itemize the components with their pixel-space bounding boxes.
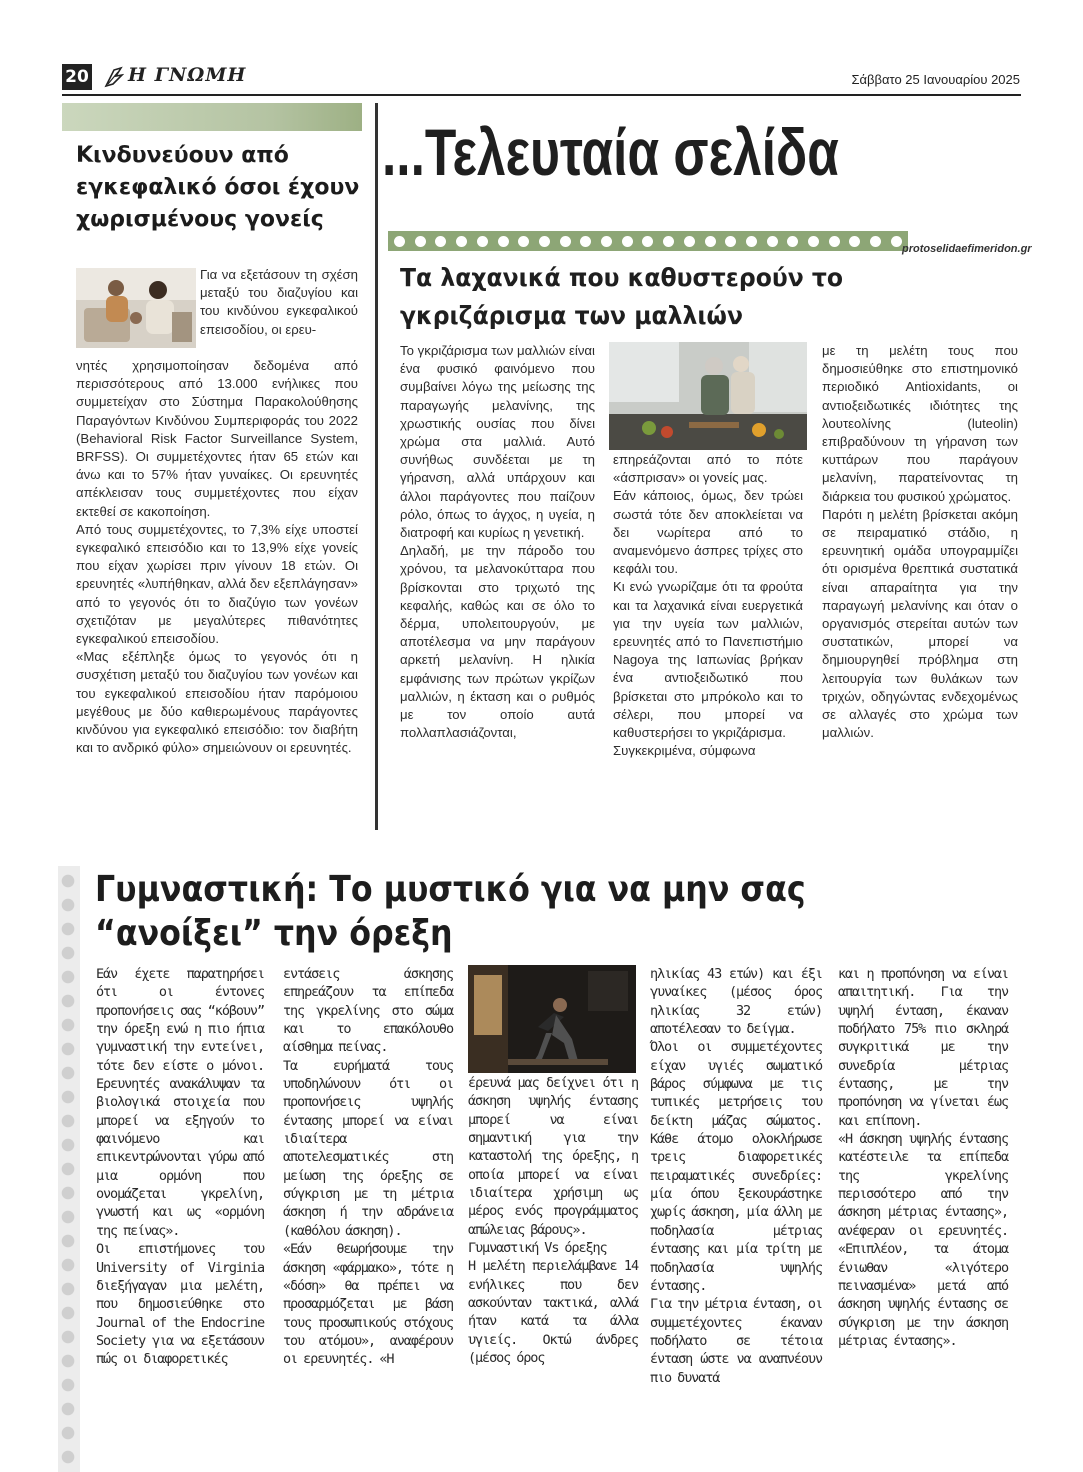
paragraph: Οι επιστήμονες του University of Virginia διεξήγαγαν μια μελέτη, που δημοσιεύθηκε στο Journal of the Endocrine Society για να εξετάσουν πώς οι διαφορετικές [96, 1241, 264, 1368]
paragraph: έρευνά μας δείχνει ότι η άσκηση υψηλής έντασης μπορεί να είναι σημαντική για την καταστολή της όρεξης, η οποία μπορεί να είναι ιδιαίτερα χρήσιμη ως μέρος ενός προγράμματος απώλειας βάρους». [468, 1075, 638, 1238]
left-article-tab [62, 103, 362, 131]
site-credit: protoselidaefimeridon.gr [902, 243, 1032, 255]
paragraph: Συγκεκριμένα, σύμφωνα [613, 743, 756, 759]
gym-column-4 [650, 965, 822, 1387]
paragraph: νητές χρησιμοποίησαν δεδομένα από περισσότερους από 13.000 ενήλικες που συμμετείχαν στο Σύστημα Παρακολούθησης Παραγόντων Κινδύνου Συμπεριφοράς του 2022 (Behavioral Risk Factor Surveillance System, BRFSS). Οι συμμετέχοντες ήταν 65 ετών και άνω και το 57% ήταν γυναίκες. Οι ερευνητές απέκλεισαν τους συμμετέχοντες που είχαν εκτεθεί σε κακοποίηση. [76, 358, 358, 519]
paragraph: Από τους συμμετέχοντες, το 7,3% είχε υποστεί εγκεφαλικό επεισόδιο και το 13,9% είχε γονείς που είχαν χωρίσει πριν γίνουν 18 ετών. Οι ερευνητές «λυπήθηκαν, αλλά δεν εξεπλάγησαν» από το γεγονός ότι το διαζύγιο των γονέων σχετιζόταν με μεγαλύτερες πιθανότητες εγκεφαλικού επεισοδίου. [76, 521, 358, 647]
paragraph: Κι ενώ γνωρίζαμε ότι τα φρούτα και τα λαχανικά είναι ευεργετικά για την υγεία των μαλλιών, ερευνητές από το Πανεπιστήμιο Nagoya της Ιαπωνίας βρήκαν ένα αντιοξειδωτικό που βρίσκεται στο μπρόκολο και το σέλερι, που μπορεί να καθυστερήσει το γκριζάρισμα. [613, 579, 803, 741]
paragraph: Εάν έχετε παρατηρήσει ότι οι έντονες προπονήσεις σας “κόβουν” την όρεξη ενώ η πιο ήπια γυμναστική την εντείνει, τότε δεν είστε ο μόνοι. Ερευνητές ανακάλυψαν τα βιολογικά στοιχεία που μπορεί να εξηγούν το φαινόμενο και επικεντρώνονται γύρω από μια ορμόνη που ονομάζεται γκρελίνη, γνωστή και ως «ορμόνη της πείνας». [96, 966, 264, 1239]
left-article-lead: Για να εξετάσουν τη σχέση μεταξύ του διαζυγίου και του κινδύνου εγκεφαλικού επεισοδίου, οι ερευ- [200, 267, 358, 337]
paragraph: Εάν κάποιος, όμως, δεν τρώει σωστά τότε δεν αποκλείεται να δει νωρίτερα από το αναμενόμενο άσπρες τρίχες στο κεφάλι του. [613, 488, 803, 577]
paragraph: με τη μελέτη τους που δημοσιεύθηκε στο επιστημονικό περιοδικό Antioxidants, οι αντιοξειδωτικές ιδιότητες της λουτεολίνης (luteolin) επιβραδύνουν τη γήρανση των κυττάρων που παράγουν μελανίνη, παρατείνοντας τη διάρκεια του φυσικού χρώματος. [822, 343, 1018, 504]
gym-column-2 [283, 965, 453, 1369]
workout-photo [468, 965, 636, 1073]
paragraph: «Μας εξέπληξε όμως το γεγονός ότι η συσχέτιση μεταξύ του διαζυγίου των γονέων και του εγκεφαλικού επεισοδίου ήταν παρόμοιου μεγέθους με δύο καθιερωμένους παράγοντες κινδύνου για εγκεφαλικό επεισόδιο: τον διαβήτη και το ανδρικό φύλο» σημειώνουν οι ερευνητές. [76, 649, 358, 756]
paragraph: Παρότι η μελέτη βρίσκεται ακόμη σε πειραματικό στάδιο, η ερευνητική ομάδα υπογραμμίζει ότι ορισμένα θρεπτικά συστατικά είναι απαραίτητα για την παραγωγή μελανίνης και όταν ο οργανισμός στερείται αυτών των συστατικών, μπορεί να δημιουργηθεί πρόβλημα στη λειτουργία των θυλάκων των τριχών, οδηγώντας ενδεχομένως σε αλλαγές στο χρώμα των μαλλιών. [822, 506, 1018, 741]
paragraph: Το γκριζάρισμα των μαλλιών είναι ένα φυσικό φαινόμενο που συμβαίνει λόγω της μείωσης της παραγωγής μελανίνης, της χρωστικής ουσίας που δίνει χρώμα στα μαλλιά. Αυτό συνήθως συνδέεται με τη γήρανση, αλλά υπάρχουν και άλλοι παράγοντες που παίζουν ρόλο, όπως το άγχος, η υγεία, η διατροφή και κυρίως η γενετική. [400, 343, 595, 541]
veg-column-2 [613, 451, 803, 760]
paragraph: Δηλαδή, με την πάροδο του χρόνου, τα μελανοκύτταρα που βρίσκονται στο τριχωτό της κεφαλής, καθώς και σε όλο το δέρμα, υπολειτουργούν, με αποτέλεσμα να μην παράγουν αρκετή μελανίνη. Η ηλικία εμφάνισης των πρώτων γκρίζων μαλλιών, η έκταση και ο ρυθμός με τον οποίο αυτά πολλαπλασιάζονται, [400, 543, 595, 741]
paragraph: Για την μέτρια ένταση, οι συμμετέχοντες έκαναν ποδήλατο σε τέτοια ένταση ώστε να αναπνέουν πιο δυνατά [650, 1296, 822, 1386]
perforation-holes [60, 872, 76, 1472]
kitchen-photo [609, 342, 807, 450]
subheading: Γυμναστική Vs όρεξης [468, 1240, 607, 1257]
section-title: ...Τελευταία σελίδα [382, 115, 839, 189]
veg-column-3 [822, 342, 1018, 742]
paragraph: «Η άσκηση υψηλής έντασης κατέστειλε τα επίπεδα της γκρελίνης περισσότερο από την άσκηση μέτριας έντασης», ανέφεραν οι ερευνητές. «Επιπλέον, τα άτομα ένιωθαν «λιγότερο πεινασμένα» μετά από άσκηση υψηλής έντασης σε σύγκριση με την άσκηση μέτριας έντασης». [838, 1131, 1008, 1349]
gym-column-1 [96, 965, 264, 1369]
quill-logo-icon [104, 66, 124, 88]
dotted-banner [388, 231, 908, 251]
paragraph: εντάσεις άσκησης επηρεάζουν τα επίπεδα της γκρελίνης στο σώμα και το επακόλουθο αίσθημα πείνας. [283, 966, 453, 1056]
newspaper-name: Η ΓΝΩΜΗ [128, 64, 247, 86]
paragraph: Όλοι οι συμμετέχοντες είχαν υγιές σωματικό βάρος σύμφωνα με τις τυπικές μετρήσεις του δείκτη μάζας σώματος. Κάθε άτομο ολοκλήρωσε τρεις διαφορετικές πειραματικές συνεδρίες: μία όπου ξεκουράστηκε χωρίς άσκηση, μία άλλη με ποδηλασία μέτριας έντασης και μία τρίτη με ποδηλασία υψηλής έντασης. [650, 1039, 822, 1294]
issue-date: Σάββατο 25 Ιανουαρίου 2025 [851, 72, 1020, 87]
masthead-rule [62, 94, 1021, 96]
veg-article-headline: Τα λαχανικά που καθυστερούν το γκριζάρισμα των μαλλιών [400, 263, 844, 330]
paragraph: Η μελέτη περιελάμβανε 14 ενήλικες που δεν ασκούνταν τακτικά, αλλά ήταν κατά τα άλλα υγιείς. Οκτώ άνδρες (μέσος όρος [468, 1258, 638, 1367]
family-photo [76, 268, 196, 348]
veg-column-1 [400, 342, 595, 742]
left-article-headline: Κινδυνεύουν από εγκεφαλικό όσοι έχουν χωρισμένους γονείς [76, 143, 360, 232]
gym-article-headline: Γυμναστική: Το μυστικό για να μην σας “ανοίξει” την όρεξη [95, 869, 806, 954]
gym-column-5 [838, 965, 1008, 1350]
paragraph: ηλικίας 43 ετών) και έξι γυναίκες (μέσος όρος ηλικίας 32 ετών) αποτέλεσαν το δείγμα. [650, 966, 822, 1038]
paragraph: «Εάν θεωρήσουμε την άσκηση «φάρμακο», τότε η «δόση» θα πρέπει να προσαρμόζεται με βάση τους προσωπικούς στόχους του ατόμου», αναφέρουν οι ερευνητές. «Η [283, 1241, 453, 1368]
left-article-body [76, 357, 358, 757]
page-number: 20 [62, 64, 92, 90]
paragraph: Τα ευρήματά τους υποδηλώνουν ότι οι προπονήσεις υψηλής έντασης μπορεί να είναι ιδιαίτερα αποτελεσματικές στη μείωση της όρεξης σε σύγκριση με τη μέτρια άσκηση ή την αδράνεια (καθόλου άσκηση). [283, 1057, 453, 1239]
paragraph: και η προπόνηση να είναι απαιτητική. Για την υψηλή ένταση, έκαναν ποδήλατο 75% πιο σκληρά συγκριτικά με την συνεδρία μέτριας έντασης, με την προπόνηση να γίνεται έως και επίπονη. [838, 966, 1008, 1129]
gym-column-3 [468, 1074, 638, 1368]
paragraph: επηρεάζονται από το πότε «άσπρισαν» οι γονείς μας. [613, 452, 803, 486]
column-divider [375, 103, 378, 830]
